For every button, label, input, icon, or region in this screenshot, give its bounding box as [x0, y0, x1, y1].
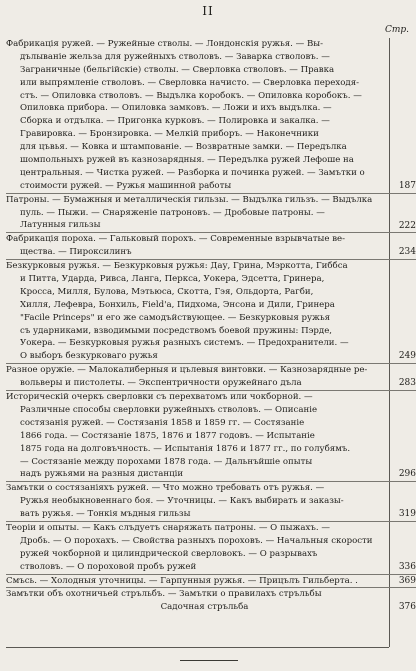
entry-text-line: Кросса, Милля, Булова, Мэтьюса, Скотта, Гэя, Ольдорта, Рагби,	[20, 286, 314, 297]
entry-title-line: Фабрикація пороха. — Гальковый порохъ. — Современные взрывчатые ве-	[6, 234, 346, 245]
entry-text-line: стволовъ. — О пороховой пробъ ружей	[20, 561, 197, 572]
entry-page-number: 296	[398, 469, 416, 480]
entry-text-line: стоимости ружей. — Ружья машинной работы	[20, 180, 232, 191]
entry-title-line: Разное оружіе. — Малокалиберныя и цълевыя винтовки. — Казнозарядные ре-	[6, 365, 368, 376]
entry-page-number: 249	[398, 351, 416, 362]
toc-entry	[6, 587, 416, 614]
toc-entry	[6, 363, 416, 390]
entry-text-line: 1866 года. — Состязаніе 1875, 1876 и 1877 годовъ. — Испытаніе	[20, 430, 315, 441]
entry-page-number: 222	[398, 220, 416, 231]
entry-title-line: Замътки объ охотничьей стръльбъ. — Замътки о правилахъ стръльбы	[6, 589, 322, 600]
entry-text-line: пуль. — Пыжи. — Снаряженіе патроновъ. — Дробовые патроны. —	[20, 207, 325, 218]
entry-text-line: Дробь. — О порохахъ. — Свойства разныхъ пороховъ. — Начальныя скорости	[20, 535, 373, 546]
toc-entry	[6, 193, 416, 233]
entry-text-line: Садочная стръльба	[160, 602, 249, 613]
entry-text-line: вать ружья. — Тонкія мъдныя гильзы	[20, 509, 191, 520]
entry-text-line: — Состязаніе между порохами 1878 года. — Дальнъйшіе опыты	[20, 456, 313, 467]
entry-title-line: Патроны. — Бумажныя и металлическія гильзы. — Выдълка гильзъ. — Выдълка	[6, 194, 373, 205]
entry-text-line: Различные способы сверловки ружейныхъ стволовъ. — Описаніе	[20, 404, 318, 415]
entry-text-line: Хилля, Лефевра, Бонхиль, Field'а, Пидхома, Энсона и Дили, Гринера	[20, 299, 335, 310]
toc-entry	[6, 232, 416, 259]
entry-title-line: Фабрикація ружей. — Ружейные стволы. — Лондонскія ружья. — Вы-	[6, 39, 324, 49]
toc-entry	[6, 38, 416, 193]
entry-text-line: 1875 года на долговъчность. — Испытанія 1876 и 1877 гг., по голубямъ.	[20, 443, 351, 454]
entry-text-line: Уокера. — Безкурковыя ружья разныхъ системъ. — Предохранители. —	[20, 338, 349, 349]
entry-text-line: центральныя. — Чистка ружей. — Разборка и починка ружей. — Замътки о	[20, 167, 365, 178]
entry-title-line: Смъсь. — Холодныя уточницы. — Гарпунныя ружья. — Прицълъ Гильберта. .	[6, 575, 358, 586]
entry-title-line: Историческій очеркъ сверловки съ перехватомъ или чокборной. —	[6, 392, 313, 403]
entry-text-line: и Питта, Ударда, Ривса, Ланга, Перкса, Уокера, Эдсетта, Гринера,	[20, 274, 325, 285]
table-bottom-rule	[6, 647, 389, 648]
entry-page-number: 336	[398, 561, 416, 572]
table-of-contents	[6, 38, 416, 614]
toc-entry	[6, 521, 416, 574]
entry-text-line: дълываніе жельза для ружейныхъ стволовъ. — Заварка стволовъ. —	[20, 51, 330, 62]
entry-text-line: щества. — Пироксилинъ	[20, 247, 132, 258]
entry-text-line: надъ ружьями на разныя дистанціи	[20, 469, 184, 480]
entry-page-number: 369	[398, 575, 416, 586]
entry-text-line: шомпольныхъ ружей въ казнозарядныя. — Передълка ружей Лефоше на	[20, 155, 354, 166]
entry-text-line: Латунныя гильзы	[20, 220, 101, 231]
entry-title-line: Теоріи и опыты. — Какъ слъдуетъ снаряжать патроны. — О пыжахъ. —	[6, 522, 330, 533]
closing-rule	[180, 660, 238, 661]
entry-text-line: Гравировка. — Бронзировка. — Мелкій приборъ. — Наконечники	[20, 129, 319, 140]
entry-text-line: Сборка и отдълка. — Пригонка курковъ. — Полировка и закалка. —	[20, 116, 330, 127]
entry-text-line: Заграничные (бельгійскіе) стволы. — Сверловка стволовъ. — Правка	[20, 64, 335, 75]
entry-text-line: О выборъ безкурковаго ружья	[20, 351, 158, 362]
entry-page-number: 234	[398, 247, 416, 258]
toc-entry	[6, 574, 416, 588]
entry-text-line: Ружья необыкновеннаго боя. — Уточницы. — Какъ выбирать и заказы-	[20, 496, 344, 507]
entry-page-number: 187	[398, 181, 416, 191]
entry-text-line: Опиловка прибора. — Опиловка замковъ. — Ложи и ихъ выдълка. —	[20, 103, 332, 114]
entry-text-line: или выпрямленіе стволовъ. — Сверловка начисто. — Сверловка переходя-	[20, 77, 360, 88]
toc-entry	[6, 390, 416, 481]
toc-entry	[6, 259, 416, 363]
entry-text-line: стъ. — Опиловка стволовъ. — Выдълка коробокъ. — Опиловка коробокъ. —	[20, 90, 362, 101]
entry-title-line: Замътки о состязаніяхъ ружей. — Что можно требовать отъ ружья. —	[6, 483, 325, 494]
toc-entry	[6, 481, 416, 521]
entry-page-number: 283	[398, 378, 416, 389]
entry-page-number: 319	[398, 509, 416, 520]
entry-text-line: вольверы и пистолеты. — Экспентричности оружейнаго дъла	[20, 378, 302, 389]
entry-title-line: Безкурковыя ружья. — Безкурковыя ружья: Дау, Грина, Мэркотта, Гиббса	[6, 261, 348, 272]
entry-text-line: состязанія ружей. — Состязанія 1858 и 1859 гг. — Состязаніе	[20, 417, 305, 428]
entry-text-line: "Facile Princeps" и его же самодъйствующее. — Безкурковыя ружья	[20, 312, 331, 323]
entry-text-line: для цъвья. — Ковка и штампованіе. — Возвратные замки. — Передълка	[20, 142, 347, 153]
entry-page-number: 376	[398, 602, 416, 613]
page-column-label: Стр.	[384, 25, 409, 35]
entry-text-line: съ ударниками, взводимыми посредствомъ боевой пружины: Пэрде,	[20, 325, 333, 336]
entry-text-line: ружей чокборной и цилиндрической сверловокъ. — О разрывахъ	[20, 548, 318, 559]
page-number: II	[202, 4, 214, 18]
